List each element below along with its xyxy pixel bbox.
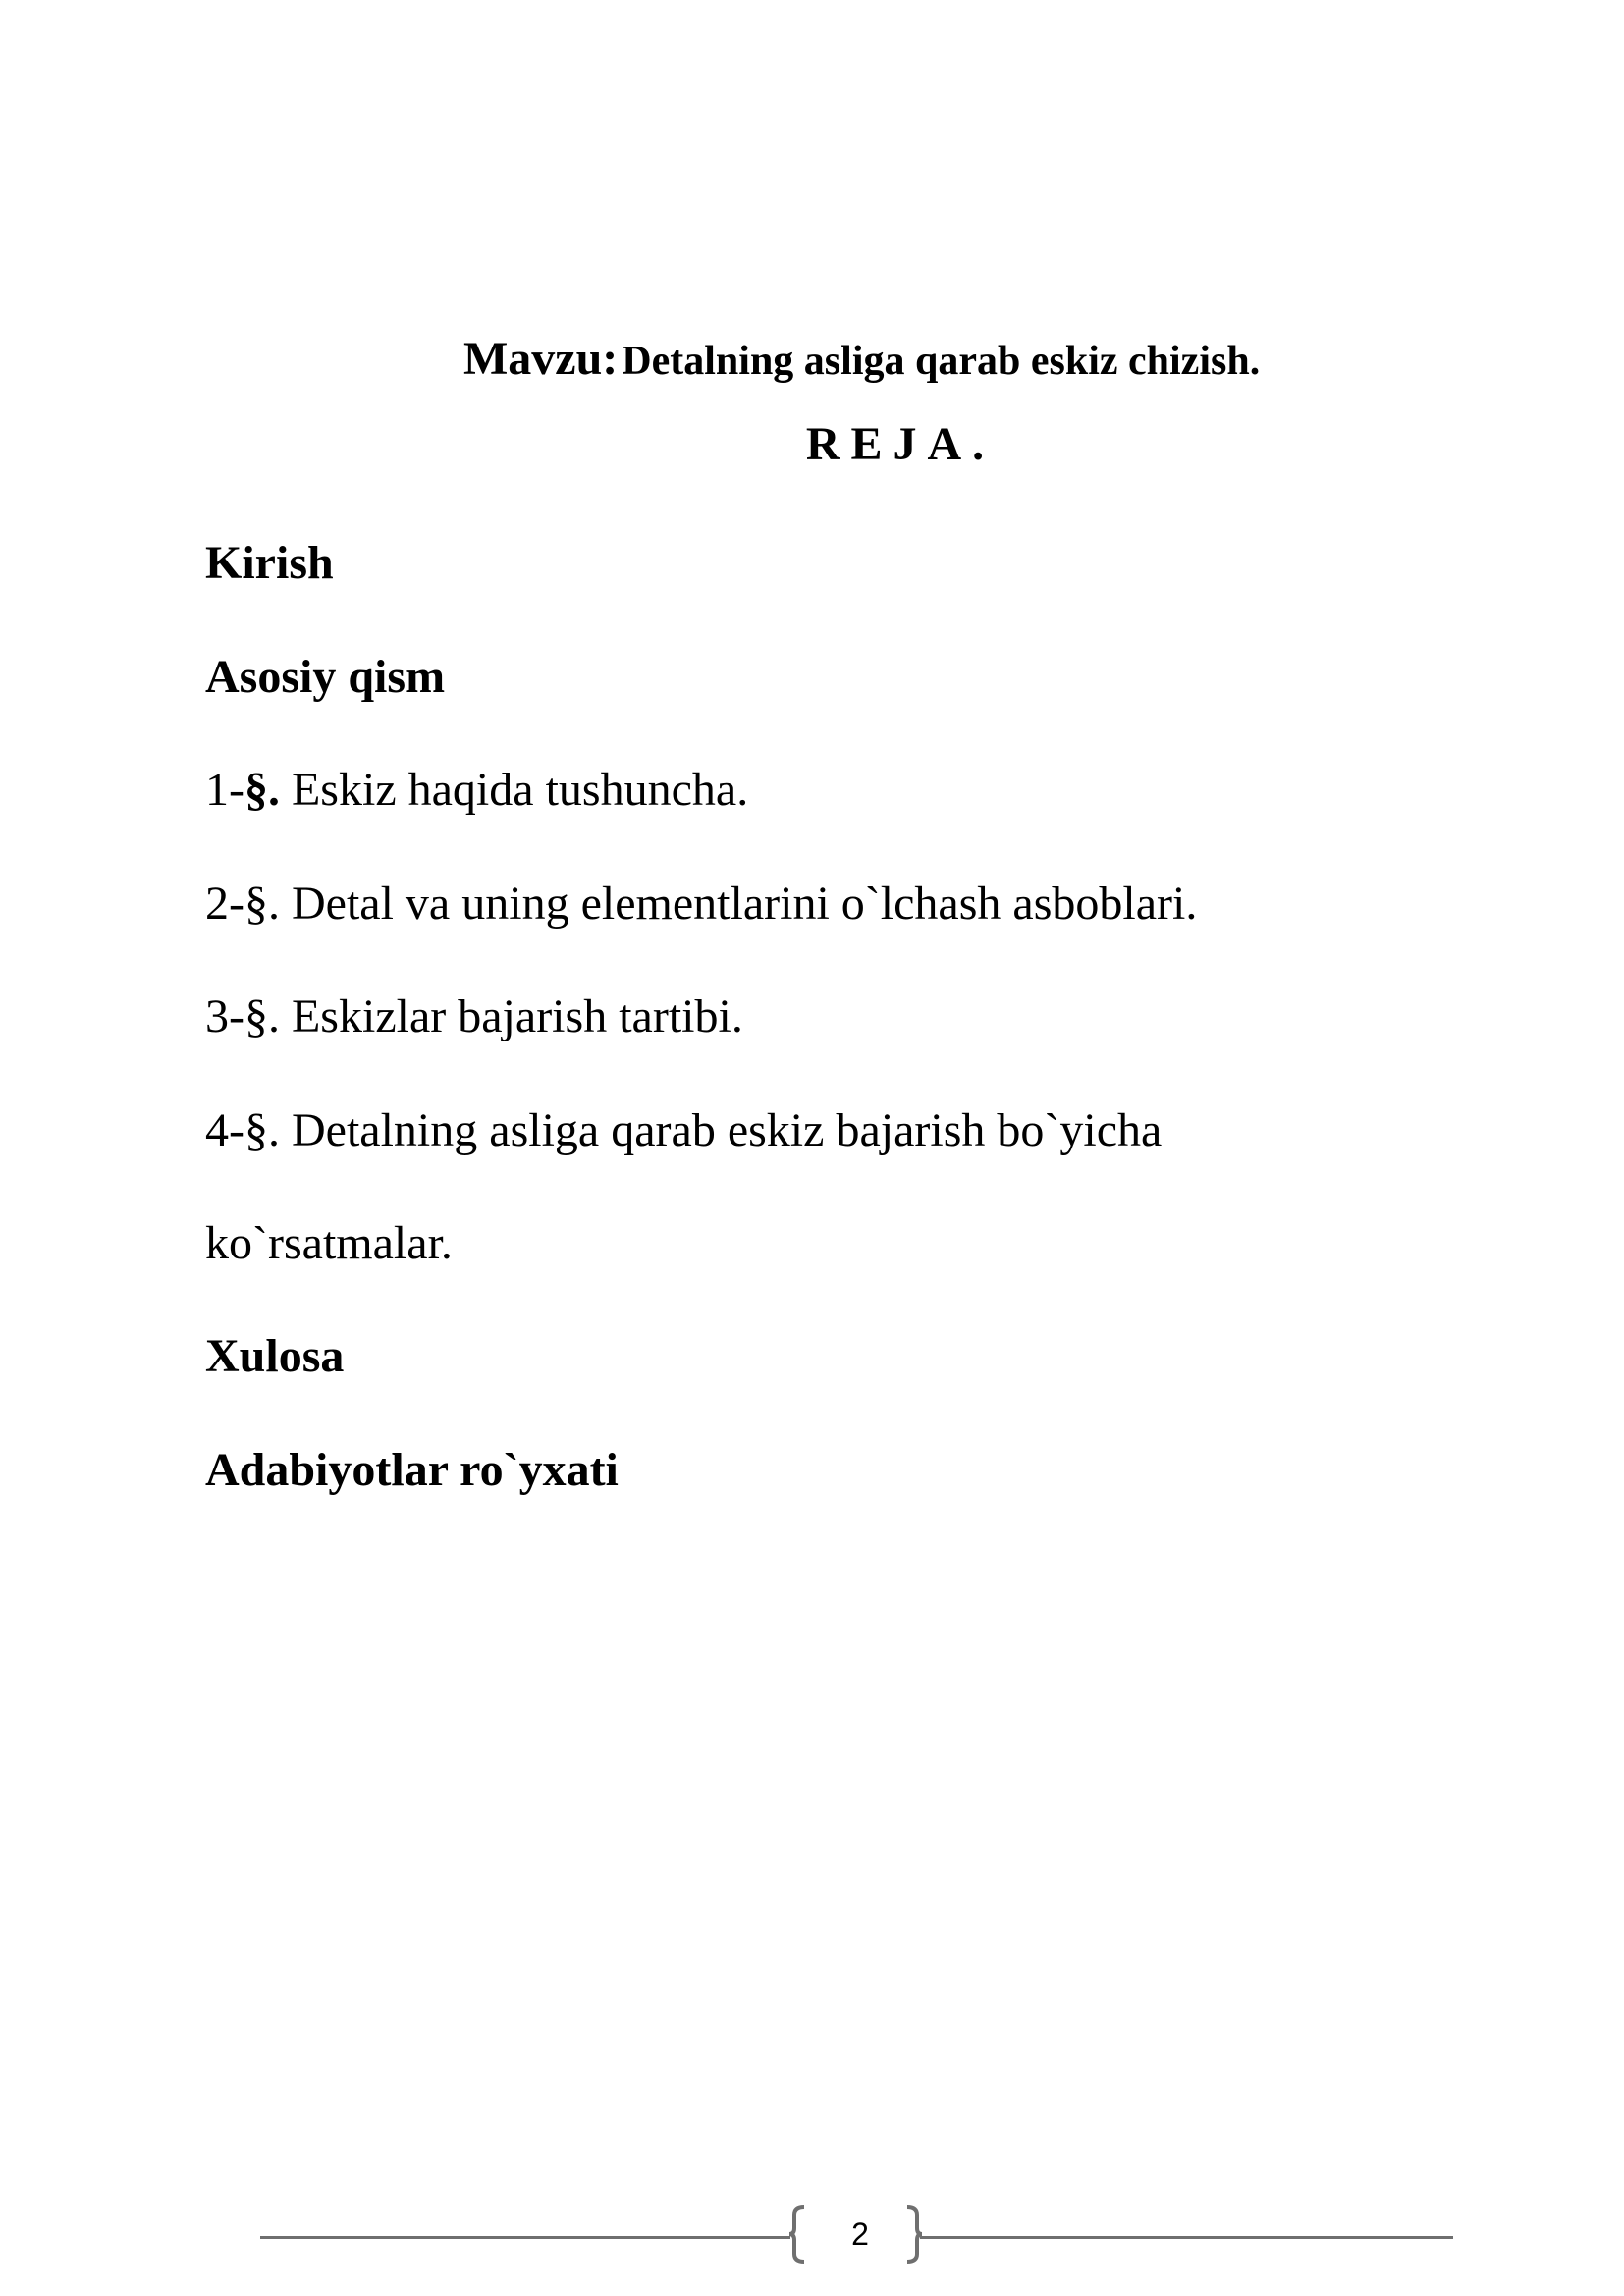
- footer-rule-right: [920, 2236, 1453, 2239]
- page-number: 2: [851, 2216, 869, 2252]
- section-1-number: 1-: [205, 764, 244, 816]
- plan-item-section-4-continued: ko`rsatmalar.: [205, 1217, 453, 1269]
- plan-item-main-part: Asosiy qism: [205, 651, 446, 703]
- section-1-text: Eskiz haqida tushuncha.: [279, 764, 749, 816]
- section-symbol: §.: [244, 764, 280, 816]
- plan-item-section-3: 3-§. Eskizlar bajarish tartibi.: [205, 990, 743, 1042]
- plan-item-conclusion: Xulosa: [205, 1330, 345, 1382]
- plan-item-section-4: 4-§. Detalning asliga qarab eskiz bajarish bo`yicha: [205, 1104, 1163, 1156]
- topic-text: Detalning asliga qarab eskiz chizish.: [622, 339, 1261, 384]
- plan-item-section-1: [205, 761, 748, 820]
- plan-item-section-2: 2-§. Detal va uning elementlarini o`lchash asboblari.: [205, 878, 1198, 930]
- right-bracket-icon: [905, 2205, 923, 2264]
- topic-label: Mavzu:: [463, 333, 619, 385]
- left-bracket-icon: [788, 2205, 806, 2264]
- plan-item-references: Adabiyotlar ro`yxati: [205, 1444, 619, 1496]
- topic-title: [463, 332, 1260, 386]
- plan-heading: REJA.: [805, 418, 996, 470]
- plan-item-introduction: Kirish: [205, 537, 334, 589]
- footer-rule-left: [260, 2236, 790, 2239]
